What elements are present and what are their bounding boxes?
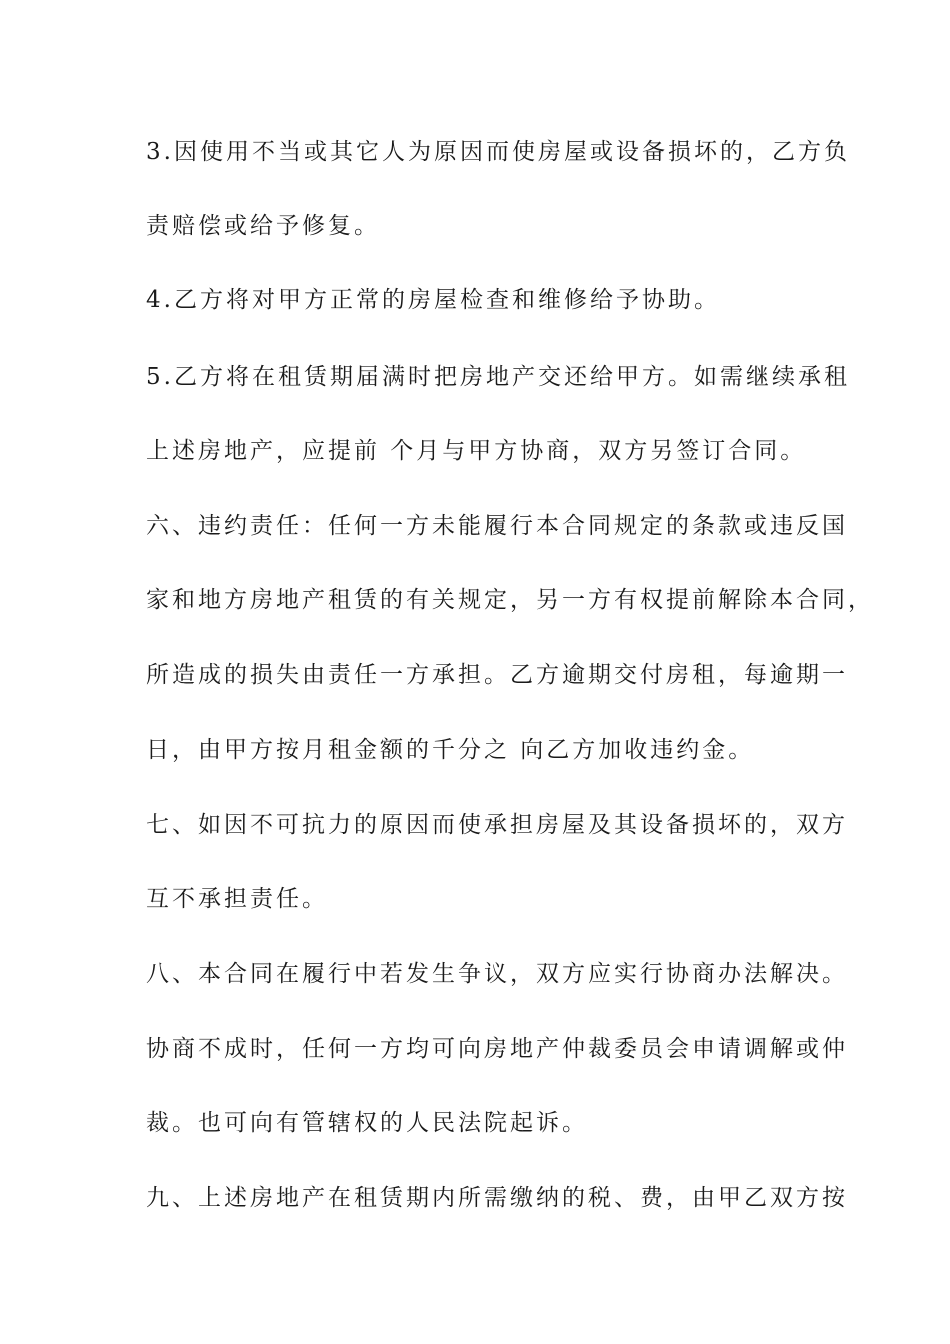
text-line: 4.乙方将对甲方正常的房屋检查和维修给予协助。 [146,287,720,313]
text-line: 六、违约责任：任何一方未能履行本合同规定的条款或违反国 [146,513,848,539]
text-line: 裁。也可向有管辖权的人民法院起诉。 [146,1110,588,1136]
text-line: 3.因使用不当或其它人为原因而使房屋或设备损坏的，乙方负 [146,139,850,165]
text-line: 八、本合同在履行中若发生争议，双方应实行协商办法解决。 [146,961,848,987]
text-line: 上述房地产，应提前 个月与甲方协商，双方另签订合同。 [146,438,807,464]
text-line: 所造成的损失由责任一方承担。乙方逾期交付房租，每逾期一 [146,662,848,688]
text-line: 协商不成时，任何一方均可向房地产仲裁委员会申请调解或仲 [146,1036,848,1062]
text-line: 家和地方房地产租赁的有关规定，另一方有权提前解除本合同， [146,587,874,613]
text-line: 5.乙方将在租赁期届满时把房地产交还给甲方。如需继续承租 [146,364,850,390]
text-line: 责赔偿或给予修复。 [146,213,380,239]
text-line: 七、如因不可抗力的原因而使承担房屋及其设备损坏的，双方 [146,812,848,838]
text-line: 九、上述房地产在租赁期内所需缴纳的税、费，由甲乙双方按 [146,1185,848,1211]
text-line: 互不承担责任。 [146,886,328,912]
text-line: 日，由甲方按月租金额的千分之 向乙方加收违约金。 [146,737,755,763]
